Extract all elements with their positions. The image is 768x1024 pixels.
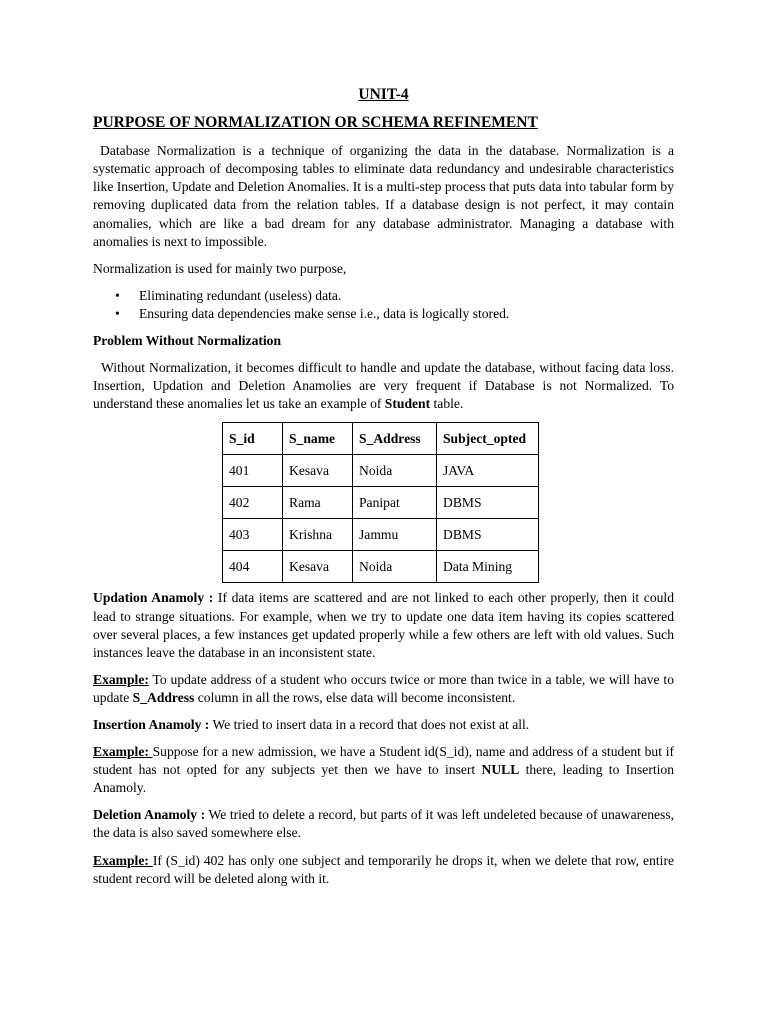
table-cell: JAVA <box>437 455 539 487</box>
updation-label: Updation Anamoly : <box>93 590 214 606</box>
table-cell: 403 <box>223 519 283 551</box>
insertion-anomaly-paragraph <box>93 716 674 734</box>
table-cell: DBMS <box>437 487 539 519</box>
table-cell: Panipat <box>353 487 437 519</box>
example-text: To update address of a student who occurs twice or more than twice in a table, we will have to update <box>93 671 674 705</box>
list-item-text: Ensuring data dependencies make sense i.e., data is logically stored. <box>139 305 510 321</box>
table-row <box>223 551 539 583</box>
updation-text: If data items are scattered and are not linked to each other properly, then it could lead to strange situations. For example, when we try to update one data item having its copies scattered over several places, a few instances get updated properly while a few others are left with old values. Such instances leave the database in an inconsistent state. <box>93 590 674 660</box>
table-cell: Data Mining <box>437 551 539 583</box>
column-header: S_Address <box>353 423 437 455</box>
table-cell: 404 <box>223 551 283 583</box>
table-cell: Jammu <box>353 519 437 551</box>
table-cell: 402 <box>223 487 283 519</box>
table-cell: Noida <box>353 455 437 487</box>
example-label: Example: <box>93 744 153 760</box>
example-bold: NULL <box>481 762 520 778</box>
column-header: Subject_opted <box>437 423 539 455</box>
table-cell: DBMS <box>437 519 539 551</box>
table-header-row <box>223 423 539 455</box>
unit-title: UNIT-4 <box>358 86 409 103</box>
deletion-text: We tried to delete a record, but parts of it was left undeleted because of unawareness, the data is also saved somewhere else. <box>93 807 675 841</box>
list-item <box>93 287 674 305</box>
example-text-end: column in all the rows, else data will become inconsistent. <box>194 689 516 705</box>
example-1-paragraph <box>93 671 674 707</box>
problem-heading: Problem Without Normalization <box>93 333 282 349</box>
deletion-anomaly-paragraph <box>93 806 674 842</box>
bullet-icon: • <box>115 287 120 303</box>
intro-paragraph: Database Normalization is a technique of organizing the data in the database. Normalization is a systematic approach of decomposing tables to eliminate data redundancy and undesirable characteristics like Insertion, Update and Deletion Anomalies. It is a multi-step process that puts data into tabular form by removing duplicated data from the relation tables. If a database design is not perfect, it may contain anomalies, which are like a bad dream for any database administrator. Managing a database with anomalies is next to impossible. <box>93 143 678 249</box>
example-text: If (S_id) 402 has only one subject and temporarily he drops it, when we delete that row, entire student record will be deleted along with it. <box>93 852 674 886</box>
table-row <box>223 455 539 487</box>
table-cell: Kesava <box>283 551 353 583</box>
problem-paragraph <box>93 359 678 413</box>
column-header: S_id <box>223 423 283 455</box>
example-text: Suppose for a new admission, we have a Student id(S_id), name and address of a student but if student has not opted for any subjects yet then we have to insert <box>93 744 674 778</box>
problem-text: Without Normalization, it becomes difficult to handle and update the database, without facing data loss. Insertion, Updation and Deletion Anamolies are very frequent if Database is not Normalized. To understand these anomalies let us take an example of <box>93 360 678 412</box>
example-2-paragraph <box>93 743 674 797</box>
table-cell: Krishna <box>283 519 353 551</box>
updation-anomaly-paragraph <box>93 589 674 661</box>
document-page <box>93 86 678 897</box>
bullet-icon: • <box>115 305 120 321</box>
list-item <box>93 305 674 323</box>
table-row <box>223 487 539 519</box>
problem-text-end: table. <box>430 396 464 412</box>
table-cell: Rama <box>283 487 353 519</box>
example-label: Example: <box>93 671 149 687</box>
insertion-text: We tried to insert data in a record that does not exist at all. <box>209 716 530 732</box>
page-heading: PURPOSE OF NORMALIZATION OR SCHEMA REFINEMENT <box>93 114 538 132</box>
purpose-list <box>93 287 674 323</box>
example-label: Example: <box>93 852 153 868</box>
list-item-text: Eliminating redundant (useless) data. <box>139 287 342 303</box>
example-bold: S_Address <box>132 689 195 705</box>
student-table <box>222 422 539 583</box>
example-3-paragraph <box>93 852 674 888</box>
table-cell: 401 <box>223 455 283 487</box>
example-text-end: there, leading to Insertion Anamoly. <box>93 762 674 796</box>
problem-bold-text: Student <box>384 396 431 412</box>
column-header: S_name <box>283 423 353 455</box>
deletion-label: Deletion Anamoly : <box>93 807 206 823</box>
table-cell: Noida <box>353 551 437 583</box>
table-row <box>223 519 539 551</box>
insertion-label: Insertion Anamoly : <box>93 716 210 732</box>
table-cell: Kesava <box>283 455 353 487</box>
purpose-intro: Normalization is used for mainly two purpose, <box>93 260 347 276</box>
